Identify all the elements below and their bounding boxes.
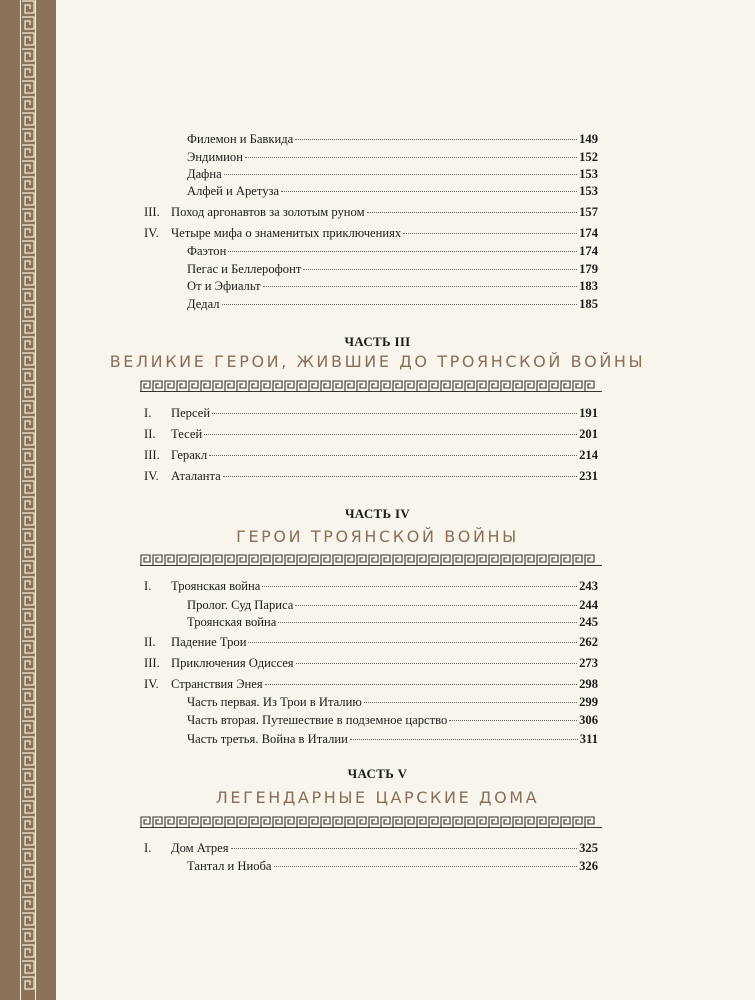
toc-entry[interactable]	[187, 131, 598, 147]
toc-entry-title: Пролог. Суд Париса	[187, 598, 294, 612]
toc-entry-title: От и Эфиальт	[187, 279, 261, 293]
toc-entry-title: Пегас и Беллерофонт	[187, 262, 302, 276]
dot-leader	[262, 586, 577, 587]
toc-entry[interactable]	[187, 278, 598, 294]
dot-leader	[224, 174, 577, 175]
dot-leader	[295, 605, 577, 606]
toc-entry-page: 191	[579, 406, 598, 420]
meander-divider	[140, 380, 602, 392]
dot-leader	[350, 739, 578, 740]
toc-entry-title: Дедал	[187, 297, 220, 311]
toc-entry[interactable]	[187, 858, 598, 874]
dot-leader	[278, 622, 577, 623]
toc-entry-page: 185	[579, 297, 598, 311]
toc-entry-title: Часть третья. Война в Италии	[187, 732, 348, 746]
toc-entry-title: Эндимион	[187, 150, 243, 164]
toc-entry[interactable]	[144, 634, 598, 650]
toc-entry-title: Алфей и Аретуза	[187, 184, 280, 198]
dot-leader	[367, 212, 578, 213]
toc-entry[interactable]	[144, 405, 598, 421]
dot-leader	[281, 191, 577, 192]
toc-entry[interactable]	[144, 578, 598, 594]
toc-entry-title: Поход аргонавтов за золотым руном	[171, 205, 365, 219]
toc-entry-number: III.	[144, 205, 160, 219]
toc-entry-page: 157	[579, 205, 598, 219]
toc-entry[interactable]	[187, 597, 598, 613]
toc-entry-title: Троянская война	[171, 579, 261, 593]
toc-entry-page: 273	[579, 656, 598, 670]
toc-entry-title: Часть вторая. Путешествие в подземное царство	[187, 713, 448, 727]
dot-leader	[303, 269, 577, 270]
toc-entry[interactable]	[144, 840, 598, 856]
part-title: ЛЕГЕНДАРНЫЕ ЦАРСКИЕ ДОМА	[215, 788, 540, 807]
dot-leader	[245, 157, 577, 158]
dot-leader	[295, 139, 577, 140]
toc-entry[interactable]	[187, 166, 598, 182]
dot-leader	[209, 455, 577, 456]
toc-entry-title: Фаэтон	[187, 244, 227, 258]
toc-entry-title: Троянская война	[187, 615, 277, 629]
toc-entry-page: 149	[579, 132, 598, 146]
toc-entry-page: 231	[579, 469, 598, 483]
toc-entry[interactable]	[187, 243, 598, 259]
toc-entry-number: I.	[144, 841, 152, 855]
toc-entry-number: I.	[144, 579, 152, 593]
dot-leader	[274, 866, 578, 867]
toc-entry-page: 306	[579, 713, 598, 727]
toc-entry-page: 174	[579, 244, 598, 258]
toc-entry[interactable]	[187, 261, 598, 277]
toc-entry-page: 183	[579, 279, 598, 293]
toc-entry-number: IV.	[144, 677, 159, 691]
toc-entry-title: Дом Атрея	[171, 841, 229, 855]
toc-entry[interactable]	[187, 731, 598, 747]
toc-entry-title: Странствия Энея	[171, 677, 263, 691]
toc-entry[interactable]	[144, 204, 598, 220]
toc-entry[interactable]	[187, 712, 598, 728]
toc-entry-number: III.	[144, 448, 160, 462]
toc-entry[interactable]	[187, 614, 598, 630]
dot-leader	[223, 476, 577, 477]
toc-entry-page: 244	[579, 598, 598, 612]
part-title: ГЕРОИ ТРОЯНСКОЙ ВОЙНЫ	[236, 527, 519, 546]
toc-entry[interactable]	[187, 183, 598, 199]
toc-entry-title: Четыре мифа о знаменитых приключениях	[171, 226, 402, 240]
toc-entry-page: 174	[579, 226, 598, 240]
toc-entry-number: II.	[144, 635, 156, 649]
toc-entry-title: Тантал и Ниоба	[187, 859, 272, 873]
dot-leader	[265, 684, 577, 685]
dot-leader	[296, 663, 578, 664]
toc-entry-title: Тесей	[171, 427, 203, 441]
toc-entry-title: Аталанта	[171, 469, 221, 483]
toc-entry-title: Приключения Одиссея	[171, 656, 294, 670]
toc-entry-page: 298	[579, 677, 598, 691]
toc-entry-page: 201	[579, 427, 598, 441]
toc-entry[interactable]	[144, 655, 598, 671]
toc-entry-title: Персей	[171, 406, 211, 420]
toc-entry-number: IV.	[144, 469, 159, 483]
toc-entry-page: 179	[579, 262, 598, 276]
toc-entry-title: Падение Трои	[171, 635, 247, 649]
dot-leader	[231, 848, 578, 849]
toc-entry-page: 299	[579, 695, 598, 709]
toc-entry-number: IV.	[144, 226, 159, 240]
toc-entry[interactable]	[187, 296, 598, 312]
toc-entry-title: Филемон и Бавкида	[187, 132, 294, 146]
toc-entry[interactable]	[187, 149, 598, 165]
part-label: ЧАСТЬ IV	[344, 506, 411, 521]
dot-leader	[449, 720, 577, 721]
part-title: ВЕЛИКИЕ ГЕРОИ, ЖИВШИЕ ДО ТРОЯНСКОЙ ВОЙНЫ	[109, 352, 646, 371]
dot-leader	[263, 286, 578, 287]
dot-leader	[204, 434, 577, 435]
toc-entry-page: 262	[579, 635, 598, 649]
toc-entry-page: 245	[579, 615, 598, 629]
toc-entry[interactable]	[144, 426, 598, 442]
meander-divider	[140, 554, 602, 566]
toc-entry-page: 311	[579, 732, 598, 746]
toc-entry-page: 214	[579, 448, 598, 462]
dot-leader	[212, 413, 577, 414]
toc-entry-page: 153	[579, 167, 598, 181]
toc-entry-page: 152	[579, 150, 598, 164]
dot-leader	[222, 304, 578, 305]
toc-entry[interactable]	[144, 225, 598, 241]
dot-leader	[403, 233, 577, 234]
toc-entry-page: 243	[579, 579, 598, 593]
toc-entry[interactable]	[144, 676, 598, 692]
toc-entry-page: 153	[579, 184, 598, 198]
toc-entry-page: 325	[579, 841, 598, 855]
dot-leader	[248, 642, 577, 643]
toc-entry[interactable]	[144, 468, 598, 484]
toc-entry-title: Часть первая. Из Трои в Италию	[187, 695, 362, 709]
toc-entry[interactable]	[144, 447, 598, 463]
part-label: ЧАСТЬ III	[344, 334, 411, 349]
dot-leader	[364, 702, 577, 703]
toc-entry-number: I.	[144, 406, 152, 420]
part-label: ЧАСТЬ V	[347, 766, 408, 781]
dot-leader	[228, 251, 577, 252]
toc-entry-number: III.	[144, 656, 160, 670]
toc-entry-number: II.	[144, 427, 156, 441]
toc-entry-title: Геракл	[171, 448, 208, 462]
meander-divider	[140, 816, 602, 828]
toc-entry[interactable]	[187, 694, 598, 710]
toc-entry-page: 326	[579, 859, 598, 873]
toc-entry-title: Дафна	[187, 167, 222, 181]
